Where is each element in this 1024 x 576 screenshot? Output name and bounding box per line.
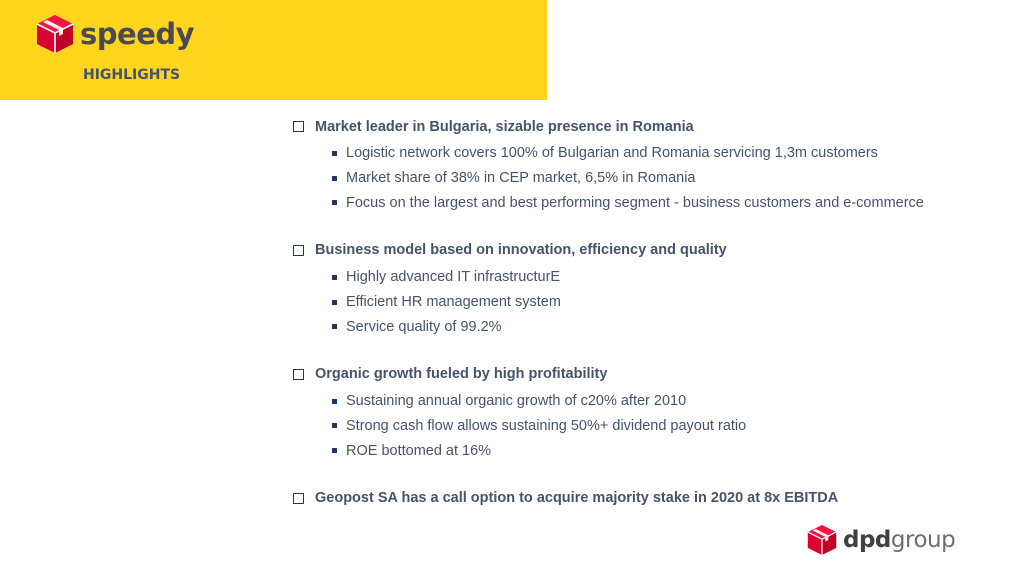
square-bullet-icon [332,300,337,305]
square-bullet-icon [332,200,337,205]
checkbox-bullet-icon [293,245,304,256]
red-cube-icon [36,14,74,54]
dpd-group-wordmark [843,526,956,553]
bullet-text: Efficient HR management system [346,294,561,311]
bullet-text: Service quality of 99.2% [346,318,502,335]
highlight-block [293,240,993,339]
section-title: HIGHLIGHTS [83,67,181,83]
list-item [293,290,993,315]
highlight-heading-text: Organic growth fueled by high profitability [315,366,608,383]
square-bullet-icon [332,448,337,453]
highlights-content [293,116,993,533]
bullet-list [293,389,993,463]
highlight-heading [293,240,993,261]
highlight-block [293,488,993,509]
logo-bold-text: dpd [843,526,891,553]
checkbox-bullet-icon [293,493,304,504]
highlight-heading-text: Geopost SA has a call option to acquire majority stake in 2020 at 8x EBITDA [315,490,839,507]
square-bullet-icon [332,151,337,156]
square-bullet-icon [332,423,337,428]
bullet-text: Market share of 38% in CEP market, 6,5% in Romania [346,170,696,187]
square-bullet-icon [332,176,337,181]
highlight-block [293,116,993,215]
bullet-text: Focus on the largest and best performing segment - business customers and e-commerce [346,194,924,211]
square-bullet-icon [332,324,337,329]
bullet-text: Sustaining annual organic growth of c20% after 2010 [346,393,687,410]
list-item [293,265,993,290]
logo-light-text: group [890,526,956,553]
bullet-text: Logistic network covers 100% of Bulgarian and Romania servicing 1,3m customers [346,145,878,162]
bullet-text: Highly advanced IT infrastructurE [346,269,561,286]
checkbox-bullet-icon [293,121,304,132]
brand-name: speedy [80,16,195,51]
bullet-list [293,265,993,339]
highlight-block [293,364,993,463]
speedy-logo [36,14,194,54]
bullet-text: ROE bottomed at 16% [346,442,492,459]
list-item [293,166,993,191]
list-item [293,438,993,463]
checkbox-bullet-icon [293,369,304,380]
header-band [0,0,547,100]
square-bullet-icon [332,275,337,280]
highlight-heading [293,116,993,137]
dpd-group-logo [807,524,955,556]
list-item [293,414,993,439]
bullet-list [293,141,993,215]
highlight-heading-text: Business model based on innovation, efficiency and quality [315,242,727,259]
list-item [293,141,993,166]
red-cube-icon [807,524,837,556]
bullet-text: Strong cash flow allows sustaining 50%+ dividend payout ratio [346,417,747,434]
highlight-heading [293,488,993,509]
highlight-heading [293,364,993,385]
square-bullet-icon [332,399,337,404]
list-item [293,314,993,339]
list-item [293,191,993,216]
list-item [293,389,993,414]
highlight-heading-text: Market leader in Bulgaria, sizable presence in Romania [315,118,694,135]
